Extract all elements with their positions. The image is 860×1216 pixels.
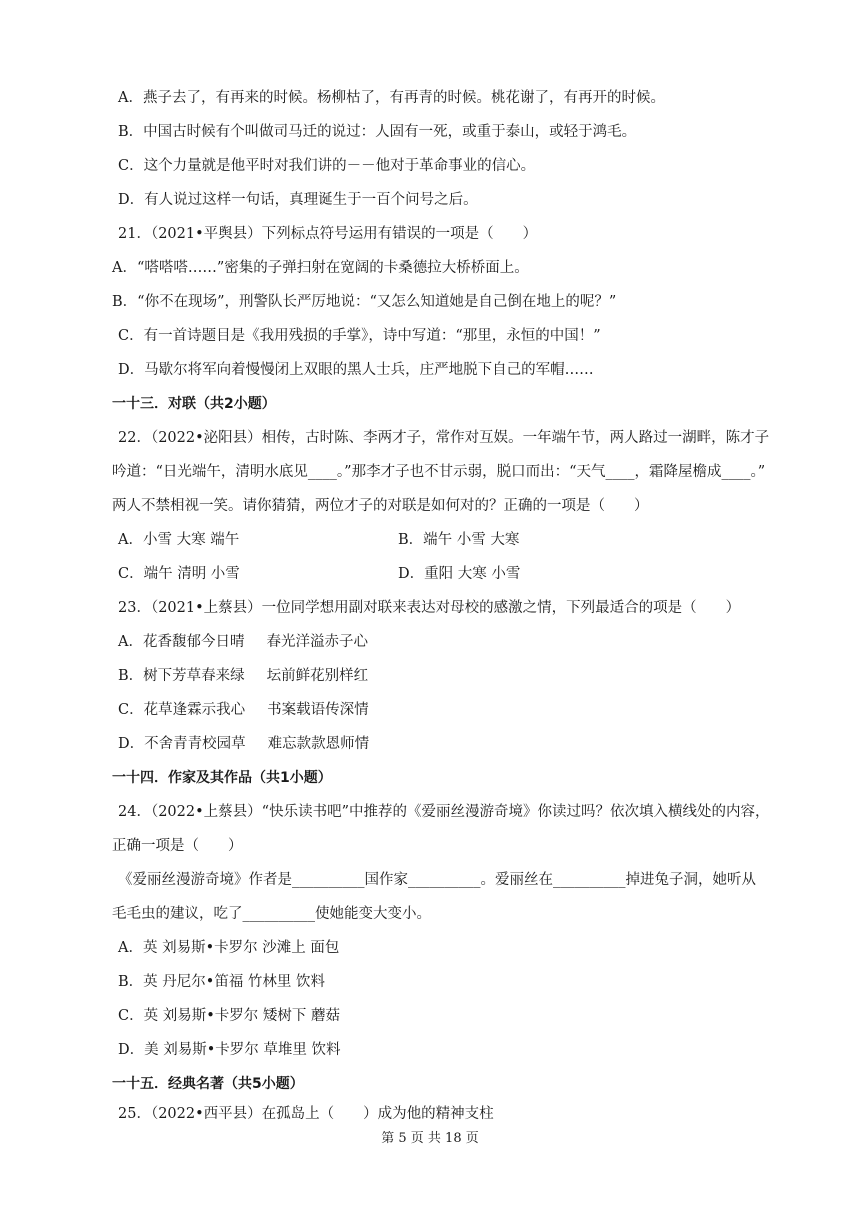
q22-stem-line2: 吟道：“日光端午，清明水底见____。”那李才子也不甘示弱，脱口而出：“天气____，霜降屋檐成____。” (112, 464, 766, 480)
q22-option-d: D．重阳 大寒 小雪 (398, 566, 521, 582)
q23-option-a (118, 632, 368, 652)
q20-option-a: A．燕子去了，有再来的时候。杨柳枯了，有再青的时候。桃花谢了，有再开的时候。 (118, 90, 665, 106)
q23-option-c (118, 700, 369, 720)
q21-option-a: A．“嗒嗒嗒……”密集的子弹扫射在宽阔的卡桑德拉大桥桥面上。 (112, 260, 529, 276)
q23-option-b-left: B．树下芳草春来绿 (118, 668, 245, 684)
q23-option-d (118, 734, 369, 754)
q21-option-d: D．马歇尔将军向着慢慢闭上双眼的黑人士兵，庄严地脱下自己的军帽…… (118, 362, 594, 378)
section-heading-14: 一十四．作家及其作品（共1小题） (112, 770, 332, 786)
q23-option-d-right: 难忘款款恩师情 (267, 736, 370, 752)
q22-stem-line3: 两人不禁相视一笑。请你猜猜，两位才子的对联是如何对的？正确的一项是（ ） (112, 498, 649, 514)
q21-option-c: C．有一首诗题目是《我用残损的手掌》，诗中写道：“那里，永恒的中国！” (118, 328, 601, 344)
section-heading-15: 一十五．经典名著（共5小题） (112, 1076, 304, 1092)
q22-option-c: C．端午 清明 小雪 (118, 566, 240, 582)
q20-option-c: C．这个力量就是他平时对我们讲的－－他对于革命事业的信心。 (118, 158, 536, 174)
q24-stem-line1: 24．（2022•上蔡县）“快乐读书吧”中推荐的《爱丽丝漫游奇境》你读过吗？依次填入横线处的内容， (118, 804, 770, 820)
q20-option-b: B．中国古时候有个叫做司马迁的说过：人固有一死，或重于泰山，或轻于鸿毛。 (118, 124, 637, 140)
q24-option-a: A．英 刘易斯•卡罗尔 沙滩上 面包 (118, 940, 340, 956)
q23-option-c-left: C．花草逢霖示我心 (118, 702, 246, 718)
q24-stem-line2: 正确一项是（ ） (112, 838, 243, 854)
q24-option-c: C．英 刘易斯•卡罗尔 矮树下 蘑菇 (118, 1008, 340, 1024)
q23-option-a-right: 春光洋溢赤子心 (266, 634, 368, 650)
q24-passage-line1: 《爱丽丝漫游奇境》作者是__________国作家__________。爱丽丝在__________掉进兔子洞，她听从 (118, 872, 756, 888)
q25-stem: 25．（2022•西平县）在孤岛上（ ）成为他的精神支柱 (118, 1106, 494, 1122)
q23-option-d-left: D．不舍青青校园草 (118, 736, 246, 752)
q24-option-b: B．英 丹尼尔•笛福 竹林里 饮料 (118, 974, 326, 990)
q20-option-d: D．有人说过这样一句话，真理诞生于一百个问号之后。 (118, 192, 478, 208)
q23-option-c-right: 书案载语传深情 (267, 702, 369, 718)
q21-option-b: B．“你不在现场”，刑警队长严厉地说：“又怎么知道她是自己倒在地上的呢？” (112, 294, 617, 310)
section-heading-13: 一十三．对联（共2小题） (112, 396, 276, 412)
q21-stem: 21．（2021•平舆县）下列标点符号运用有错误的一项是（ ） (118, 226, 538, 242)
q23-option-b-right: 坛前鲜花别样红 (266, 668, 369, 684)
page-footer: 第 5 页 共 18 页 (381, 1131, 479, 1146)
q22-stem-line1: 22．（2022•泌阳县）相传，古时陈、李两才子，常作对互娱。一年端午节，两人路过一湖畔，陈才子 (118, 430, 770, 446)
q24-passage-line2: 毛毛虫的建议，吃了__________使她能变大变小。 (112, 906, 431, 922)
q24-option-d: D．美 刘易斯•卡罗尔 草堆里 饮料 (118, 1042, 341, 1058)
q22-option-a: A．小雪 大寒 端午 (118, 532, 240, 548)
q22-option-b: B．端午 小雪 大寒 (398, 532, 520, 548)
q23-option-a-left: A．花香馥郁今日晴 (118, 634, 245, 650)
q23-option-b (118, 666, 368, 686)
q23-stem: 23．（2021•上蔡县）一位同学想用副对联来表达对母校的感激之情，下列最适合的项是（ ） (118, 600, 741, 616)
